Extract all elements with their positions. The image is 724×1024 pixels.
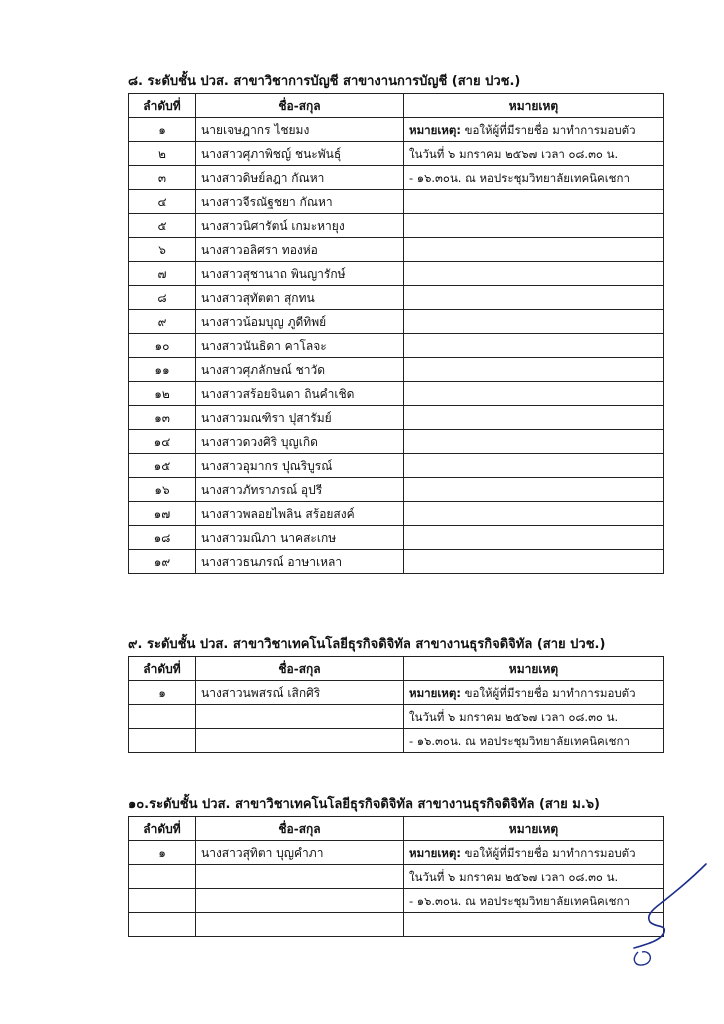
row-remark	[404, 478, 664, 502]
table-row	[129, 142, 664, 166]
row-name: นางสาวสุทิตา บุญคำภา	[196, 841, 404, 865]
section-10-table	[128, 816, 664, 937]
row-order: ๓	[129, 166, 196, 190]
table-row	[129, 889, 664, 913]
remark-line-2: ในวันที่ ๖ มกราคม ๒๕๖๗ เวลา ๐๘.๓๐ น.	[404, 705, 664, 729]
row-name: นางสาวนิศารัตน์ เกมะหายุง	[196, 214, 404, 238]
row-order: ๑๗	[129, 502, 196, 526]
table-row	[129, 502, 664, 526]
row-name: นางสาวนพสรณ์ เสิกศิริ	[196, 681, 404, 705]
header-name: ชื่อ-สกุล	[196, 817, 404, 841]
row-remark	[404, 310, 664, 334]
header-name: ชื่อ-สกุล	[196, 94, 404, 118]
table-row	[129, 334, 664, 358]
row-order: ๔	[129, 190, 196, 214]
row-name	[196, 865, 404, 889]
row-name: นางสาวมณิภา นาคสะเกษ	[196, 526, 404, 550]
table-row	[129, 286, 664, 310]
header-order: ลำดับที่	[129, 657, 196, 681]
row-remark	[404, 334, 664, 358]
row-name: นางสาวศุภาพิชญ์ ชนะพันธุ์	[196, 142, 404, 166]
remark-line-2: ในวันที่ ๖ มกราคม ๒๕๖๗ เวลา ๐๘.๓๐ น.	[404, 865, 664, 889]
row-order: ๖	[129, 238, 196, 262]
row-name: นางสาวสุชานาถ พินญารักษ์	[196, 262, 404, 286]
table-row	[129, 841, 664, 865]
remark-label: หมายเหตุ:	[409, 845, 461, 860]
row-remark	[404, 118, 664, 142]
table-row	[129, 705, 664, 729]
table-row	[129, 729, 664, 753]
row-order: ๑๖	[129, 478, 196, 502]
remark-line-2: ในวันที่ ๖ มกราคม ๒๕๖๗ เวลา ๐๘.๓๐ น.	[404, 142, 664, 166]
row-order: ๗	[129, 262, 196, 286]
remark-line-1: ขอให้ผู้ที่มีรายชื่อ มาทำการมอบตัว	[460, 685, 636, 700]
row-order: ๑๘	[129, 526, 196, 550]
row-name: นางสาวจีรณัฐชยา กัณหา	[196, 190, 404, 214]
row-name: นางสาวอลิศรา ทองห่อ	[196, 238, 404, 262]
header-remark: หมายเหตุ	[404, 817, 664, 841]
row-remark	[404, 262, 664, 286]
row-remark	[404, 238, 664, 262]
table-header-row	[129, 817, 664, 841]
row-order: ๑๙	[129, 550, 196, 574]
remark-label: หมายเหตุ:	[409, 685, 461, 700]
signature-mark	[620, 860, 710, 970]
row-name: นางสาวพลอยไพลิน สร้อยสงค์	[196, 502, 404, 526]
section-8-title: ๘. ระดับชั้น ปวส. สาขาวิชาการบัญชี สาขางานการบัญชี (สาย ปวช.)	[128, 74, 521, 89]
row-remark	[404, 382, 664, 406]
header-order: ลำดับที่	[129, 817, 196, 841]
row-remark	[404, 286, 664, 310]
row-remark	[404, 190, 664, 214]
table-row	[129, 681, 664, 705]
row-order: ๑๕	[129, 454, 196, 478]
header-remark: หมายเหตุ	[404, 657, 664, 681]
row-remark	[404, 406, 664, 430]
remark-line-3: - ๑๖.๓๐น. ณ หอประชุมวิทยาลัยเทคนิคเชกา	[404, 166, 664, 190]
row-remark	[404, 681, 664, 705]
row-remark	[404, 454, 664, 478]
table-row	[129, 550, 664, 574]
row-order: ๘	[129, 286, 196, 310]
table-row	[129, 118, 664, 142]
row-order: ๑๔	[129, 430, 196, 454]
row-name: นางสาวนันธิดา คาโลจะ	[196, 334, 404, 358]
row-name	[196, 729, 404, 753]
remark-line-1: ขอให้ผู้ที่มีรายชื่อ มาทำการมอบตัว	[460, 122, 636, 137]
row-remark	[404, 430, 664, 454]
row-name: นางสาวอุมากร ปุณริบูรณ์	[196, 454, 404, 478]
table-row	[129, 310, 664, 334]
row-name: นางสาวภัทราภรณ์ อุปรี	[196, 478, 404, 502]
row-name: นางสาวน้อมบุญ ภูดีทิพย์	[196, 310, 404, 334]
table-row	[129, 214, 664, 238]
section-9-title: ๙. ระดับชั้น ปวส. สาขาวิชาเทคโนโลยีธุรกิจดิจิทัล สาขางานธุรกิจดิจิทัล (สาย ปวช.)	[128, 637, 606, 652]
row-name: นางสาวสุทัตตา สุกทน	[196, 286, 404, 310]
row-order: ๑๑	[129, 358, 196, 382]
row-name: นางสาวดิษย์ลฎา กัณหา	[196, 166, 404, 190]
table-row	[129, 430, 664, 454]
row-order	[129, 913, 196, 937]
row-order: ๙	[129, 310, 196, 334]
row-remark	[404, 502, 664, 526]
section-10-title: ๑๐.ระดับชั้น ปวส. สาขาวิชาเทคโนโลยีธุรกิจดิจิทัล สาขางานธุรกิจดิจิทัล (สาย ม.๖)	[128, 797, 600, 812]
row-order	[129, 865, 196, 889]
row-name: นางสาวมณฑิรา ปุสารัมย์	[196, 406, 404, 430]
row-remark	[404, 550, 664, 574]
row-remark	[404, 358, 664, 382]
table-header-row	[129, 94, 664, 118]
table-row	[129, 406, 664, 430]
row-name: นางสาวธนภรณ์ อาษาเหลา	[196, 550, 404, 574]
row-name: นายเจษฎากร ไชยมง	[196, 118, 404, 142]
table-row	[129, 238, 664, 262]
row-order: ๑	[129, 118, 196, 142]
row-name: นางสาวสร้อยจินดา ถินคำเชิด	[196, 382, 404, 406]
remark-line-3: - ๑๖.๓๐น. ณ หอประชุมวิทยาลัยเทคนิคเชกา	[404, 729, 664, 753]
table-row	[129, 913, 664, 937]
row-order: ๑	[129, 681, 196, 705]
row-remark	[404, 214, 664, 238]
section-8-table	[128, 93, 664, 574]
row-order: ๑๐	[129, 334, 196, 358]
row-order	[129, 889, 196, 913]
row-name	[196, 889, 404, 913]
table-row	[129, 262, 664, 286]
row-name	[196, 913, 404, 937]
table-row	[129, 865, 664, 889]
table-row	[129, 382, 664, 406]
row-name: นางสาวศุภลักษณ์ ชาวัด	[196, 358, 404, 382]
header-remark: หมายเหตุ	[404, 94, 664, 118]
remark-label: หมายเหตุ:	[409, 122, 461, 137]
table-row	[129, 454, 664, 478]
row-order: ๕	[129, 214, 196, 238]
table-row	[129, 190, 664, 214]
row-order: ๑๓	[129, 406, 196, 430]
row-order	[129, 705, 196, 729]
header-order: ลำดับที่	[129, 94, 196, 118]
row-remark	[404, 526, 664, 550]
row-name	[196, 705, 404, 729]
remark-line-3: - ๑๖.๓๐น. ณ หอประชุมวิทยาลัยเทคนิคเชกา	[404, 889, 664, 913]
row-name: นางสาวดวงศิริ บุญเกิด	[196, 430, 404, 454]
row-order: ๒	[129, 142, 196, 166]
row-order: ๑	[129, 841, 196, 865]
table-row	[129, 478, 664, 502]
remark-line-1: ขอให้ผู้ที่มีรายชื่อ มาทำการมอบตัว	[460, 845, 636, 860]
section-9-table	[128, 656, 664, 753]
table-row	[129, 166, 664, 190]
row-order	[129, 729, 196, 753]
table-header-row	[129, 657, 664, 681]
header-name: ชื่อ-สกุล	[196, 657, 404, 681]
row-order: ๑๒	[129, 382, 196, 406]
table-row	[129, 526, 664, 550]
table-row	[129, 358, 664, 382]
